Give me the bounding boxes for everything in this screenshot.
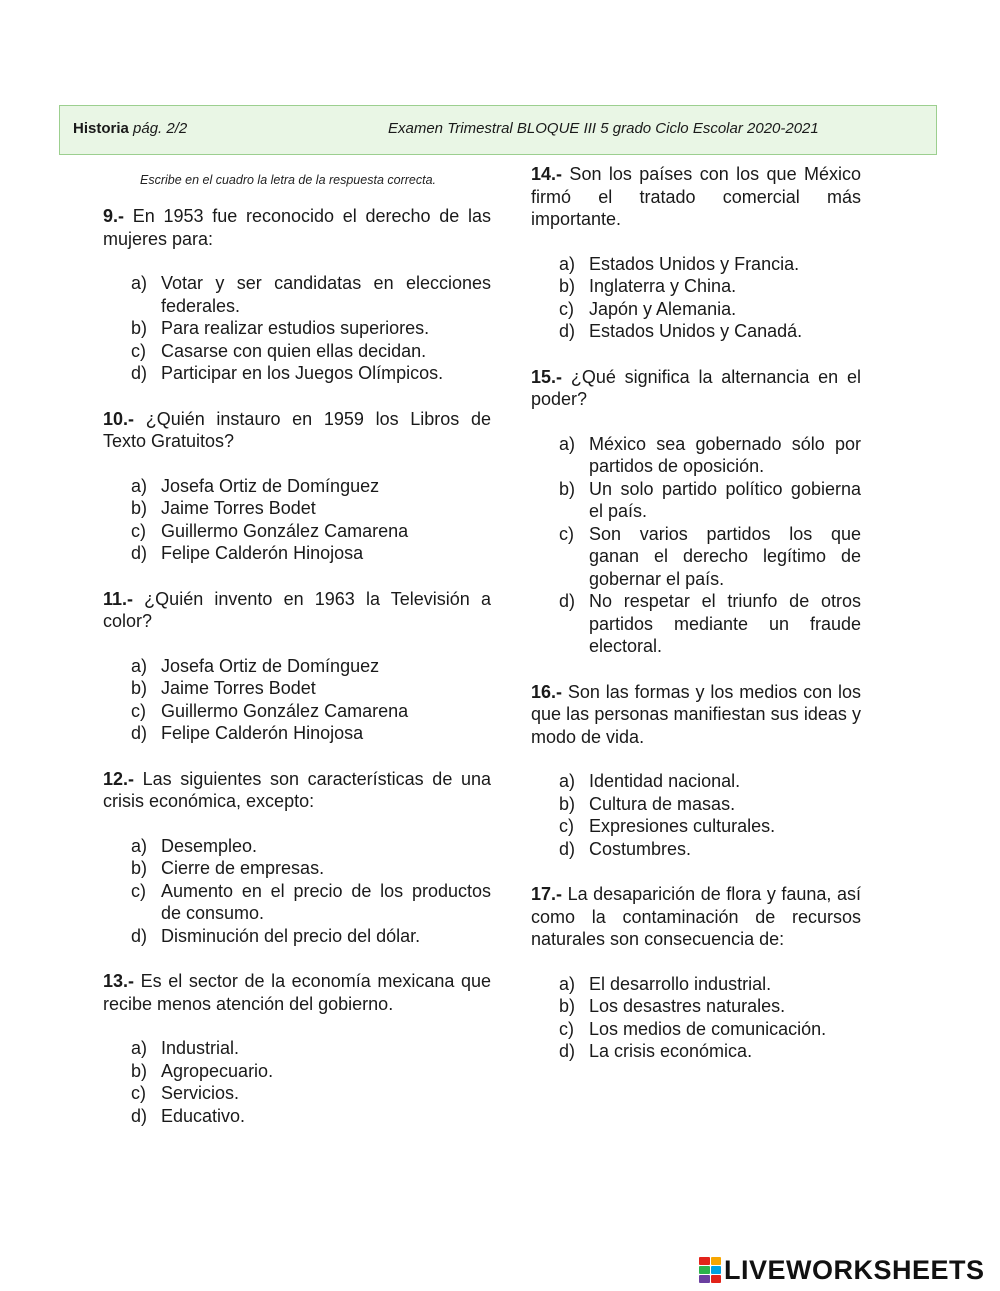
- question-prompt: ¿Quién instauro en 1959 los Libros de Texto Gratuitos?: [103, 408, 491, 451]
- option-text: Casarse con quien ellas decidan.: [161, 340, 427, 361]
- option-letter: d): [131, 363, 148, 383]
- question-prompt: En 1953 fue reconocido el derecho de las mujeres para:: [103, 206, 491, 249]
- answer-option: [103, 340, 491, 363]
- question-block: [531, 681, 861, 861]
- option-text: Costumbres.: [589, 838, 692, 859]
- option-letter: b): [559, 793, 576, 814]
- option-letter: c): [131, 1083, 146, 1103]
- option-text: No respetar el triunfo de otros partidos mediante un fraude electoral.: [589, 591, 861, 656]
- answer-option: [103, 857, 491, 880]
- answer-options: [103, 1037, 491, 1127]
- question-text: [531, 163, 861, 231]
- option-letter: b): [131, 678, 148, 698]
- answer-options: [103, 272, 491, 385]
- option-letter: d): [131, 1105, 148, 1126]
- option-letter: b): [131, 1060, 148, 1081]
- answer-option: [103, 542, 491, 565]
- question-prompt: Es el sector de la economía mexicana que recibe menos atención del gobierno.: [103, 971, 491, 1014]
- liveworksheets-watermark: [699, 1255, 985, 1285]
- question-number: 10.-: [103, 408, 135, 429]
- answer-options: [531, 253, 861, 343]
- answer-option: [103, 835, 491, 858]
- question-number: 16.-: [531, 681, 563, 702]
- option-text: Expresiones culturales.: [589, 816, 776, 836]
- question-block: [103, 970, 491, 1127]
- question-prompt: Son las formas y los medios con los que las personas manifiestan sus ideas y modo de vida.: [531, 681, 861, 747]
- option-letter: c): [559, 523, 574, 544]
- question-text: [103, 408, 491, 453]
- answer-option: [531, 770, 861, 793]
- question-block: [103, 205, 491, 385]
- question-number: 9.-: [103, 206, 125, 226]
- option-letter: c): [131, 700, 146, 721]
- answer-option: [531, 973, 861, 996]
- option-text: Los desastres naturales.: [589, 996, 786, 1016]
- option-letter: b): [131, 858, 148, 878]
- option-text: Felipe Calderón Hinojosa: [161, 543, 364, 563]
- question-number: 15.-: [531, 366, 563, 387]
- answer-option: [103, 880, 491, 925]
- answer-option: [103, 655, 491, 678]
- option-text: Estados Unidos y Francia.: [589, 253, 800, 274]
- option-text: La crisis económica.: [589, 1041, 753, 1061]
- option-letter: b): [131, 498, 148, 518]
- question-block: [531, 366, 861, 658]
- option-letter: a): [559, 973, 576, 994]
- option-letter: c): [131, 880, 146, 901]
- answer-option: [531, 1040, 861, 1063]
- option-letter: d): [559, 838, 576, 859]
- question-text: [531, 681, 861, 749]
- answer-option: [531, 838, 861, 861]
- question-block: [103, 768, 491, 948]
- answer-options: [531, 433, 861, 658]
- option-letter: a): [131, 835, 148, 856]
- question-prompt: Son los países con los que México firmó el tratado comercial más importante.: [531, 164, 861, 229]
- question-prompt: ¿Quién invento en 1963 la Televisión a color?: [103, 588, 491, 631]
- option-text: Servicios.: [161, 1083, 240, 1103]
- option-text: Identidad nacional.: [589, 771, 741, 791]
- question-text: [103, 768, 491, 813]
- watermark-text: LIVEWORKSHEETS: [724, 1254, 985, 1285]
- answer-option: [531, 793, 861, 816]
- question-block: [103, 588, 491, 745]
- option-letter: c): [131, 520, 146, 541]
- answer-option: [103, 1060, 491, 1083]
- subject-label: Historia: [73, 120, 129, 137]
- logo-square: [699, 1275, 710, 1283]
- question-text: [531, 883, 861, 951]
- question-block: [531, 163, 861, 343]
- option-text: Jaime Torres Bodet: [161, 678, 316, 698]
- option-text: Los medios de comunicación.: [589, 1018, 827, 1039]
- instruction-text: Escribe en el cuadro la letra de la respuesta correcta.: [140, 173, 436, 187]
- option-letter: a): [559, 433, 576, 454]
- answer-option: [531, 320, 861, 343]
- option-letter: c): [559, 1018, 574, 1039]
- answer-option: [531, 590, 861, 658]
- option-text: Inglaterra y China.: [589, 276, 737, 296]
- answer-option: [531, 478, 861, 523]
- answer-option: [531, 815, 861, 838]
- answer-option: [103, 925, 491, 948]
- question-number: 13.-: [103, 971, 135, 991]
- liveworksheets-logo-icon: [699, 1257, 721, 1283]
- option-text: Son varios partidos los que ganan el derecho legítimo de gobernar el país.: [589, 523, 861, 589]
- answer-option: [103, 317, 491, 340]
- question-number: 12.-: [103, 768, 135, 789]
- answer-option: [531, 253, 861, 276]
- question-number: 11.-: [103, 588, 134, 609]
- option-text: Guillermo González Camarena: [161, 520, 409, 541]
- question-text: [531, 366, 861, 411]
- right-column: [531, 163, 861, 1086]
- option-text: Josefa Ortiz de Domínguez: [161, 655, 380, 676]
- answer-option: [103, 497, 491, 520]
- logo-square: [699, 1266, 710, 1274]
- answer-option: [103, 700, 491, 723]
- option-text: El desarrollo industrial.: [589, 973, 772, 994]
- option-text: Industrial.: [161, 1038, 240, 1058]
- option-text: Japón y Alemania.: [589, 298, 737, 319]
- answer-option: [531, 995, 861, 1018]
- option-text: Un solo partido político gobierna el país.: [589, 478, 861, 521]
- option-text: México sea gobernado sólo por partidos de oposición.: [589, 433, 861, 476]
- question-number: 14.-: [531, 164, 563, 184]
- answer-option: [103, 475, 491, 498]
- question-text: [103, 970, 491, 1015]
- page-number: pág. 2/2: [133, 120, 188, 137]
- option-text: Felipe Calderón Hinojosa: [161, 723, 364, 743]
- answer-options: [531, 770, 861, 860]
- option-text: Votar y ser candidatas en elecciones federales.: [161, 273, 491, 316]
- answer-options: [103, 835, 491, 948]
- answer-options: [103, 655, 491, 745]
- question-text: [103, 205, 491, 250]
- option-letter: a): [559, 771, 576, 791]
- answer-options: [103, 475, 491, 565]
- answer-option: [103, 677, 491, 700]
- logo-square: [711, 1257, 722, 1265]
- question-prompt: ¿Qué significa la alternancia en el poder?: [531, 366, 861, 409]
- option-text: Cultura de masas.: [589, 793, 736, 814]
- option-letter: c): [559, 298, 574, 319]
- answer-option: [531, 275, 861, 298]
- option-letter: b): [559, 276, 576, 296]
- option-letter: a): [131, 273, 148, 293]
- option-letter: d): [559, 321, 576, 341]
- option-letter: b): [131, 318, 148, 338]
- answer-option: [103, 520, 491, 543]
- option-text: Agropecuario.: [161, 1060, 274, 1081]
- answer-option: [103, 1037, 491, 1060]
- answer-option: [531, 523, 861, 591]
- exam-title: Examen Trimestral BLOQUE III 5 grado Ciclo Escolar 2020-2021: [388, 120, 819, 137]
- option-text: Aumento en el precio de los productos de consumo.: [161, 880, 491, 923]
- option-text: Josefa Ortiz de Domínguez: [161, 475, 380, 496]
- option-letter: c): [559, 816, 574, 836]
- option-text: Estados Unidos y Canadá.: [589, 321, 803, 341]
- question-block: [531, 883, 861, 1063]
- answer-option: [103, 1105, 491, 1128]
- option-text: Disminución del precio del dólar.: [161, 925, 421, 946]
- option-text: Guillermo González Camarena: [161, 700, 409, 721]
- question-prompt: La desaparición de flora y fauna, así como la contaminación de recursos naturales son consecuencia de:: [531, 884, 861, 949]
- option-letter: d): [131, 723, 148, 743]
- answer-option: [103, 362, 491, 385]
- answer-option: [103, 272, 491, 317]
- question-block: [103, 408, 491, 565]
- option-text: Desempleo.: [161, 835, 258, 856]
- option-letter: a): [131, 655, 148, 676]
- option-text: Para realizar estudios superiores.: [161, 318, 430, 338]
- option-letter: b): [559, 996, 576, 1016]
- answer-options: [531, 973, 861, 1063]
- answer-option: [531, 1018, 861, 1041]
- left-column: [103, 205, 491, 1150]
- option-letter: b): [559, 478, 576, 499]
- header-subject-page: [73, 120, 187, 137]
- option-letter: d): [559, 1041, 576, 1061]
- question-number: 17.-: [531, 884, 563, 904]
- answer-option: [531, 298, 861, 321]
- question-text: [103, 588, 491, 633]
- option-letter: d): [131, 543, 148, 563]
- option-letter: d): [559, 591, 576, 611]
- exam-header: [59, 105, 937, 155]
- answer-option: [103, 1082, 491, 1105]
- answer-option: [531, 433, 861, 478]
- option-text: Participar en los Juegos Olímpicos.: [161, 363, 444, 383]
- logo-square: [711, 1266, 722, 1274]
- option-letter: a): [559, 253, 576, 274]
- option-letter: c): [131, 340, 146, 361]
- answer-option: [103, 722, 491, 745]
- question-prompt: Las siguientes son características de una crisis económica, excepto:: [103, 768, 491, 811]
- option-letter: a): [131, 1038, 148, 1058]
- option-text: Educativo.: [161, 1105, 246, 1126]
- option-text: Cierre de empresas.: [161, 858, 325, 878]
- logo-square: [699, 1257, 710, 1265]
- option-text: Jaime Torres Bodet: [161, 498, 316, 518]
- logo-square: [711, 1275, 722, 1283]
- option-letter: a): [131, 475, 148, 496]
- option-letter: d): [131, 925, 148, 946]
